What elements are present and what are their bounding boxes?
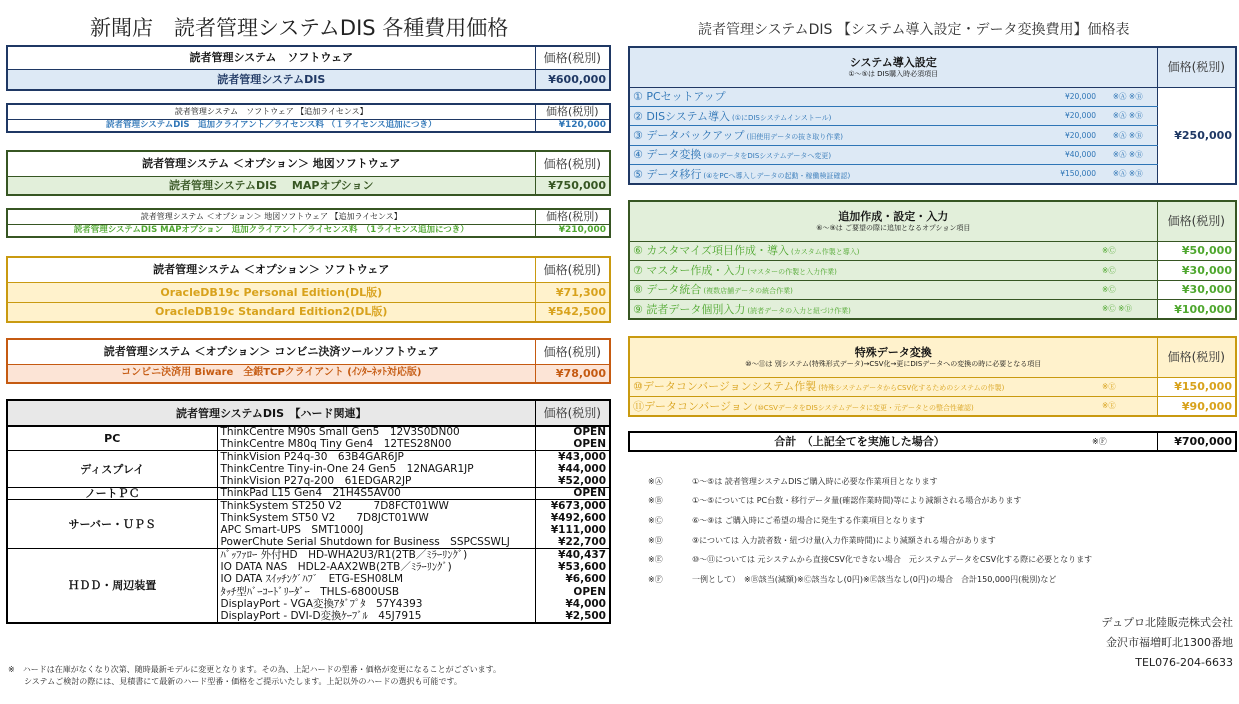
note-text: ⑥～⑨は ご購入時にご希望の場合に発生する作業項目となります xyxy=(692,515,925,525)
box-special xyxy=(628,336,1237,417)
price-header: 価格(税別) xyxy=(535,339,610,364)
note-key: ※Ⓕ xyxy=(648,574,663,584)
hardware-name: ThinkCentre M80q Tiny Gen4 12TES28N00 xyxy=(217,438,535,450)
option-price: ¥150,000 xyxy=(1157,377,1236,397)
option-item-desc: (⑩CSVデータをDISシステムデータに変更・元データとの整合性確認) xyxy=(754,403,974,412)
option-item-name: ⑦ マスター作成・入力 xyxy=(633,263,746,277)
company-tel: TEL076-204-6633 xyxy=(1135,656,1233,669)
item-price: ¥600,000 xyxy=(548,72,606,86)
setup-row xyxy=(629,126,1236,145)
option-item-name: ⑩データコンバージョンシステム作製 xyxy=(633,380,817,394)
price-header: 価格(税別) xyxy=(535,400,610,426)
option-item xyxy=(629,280,1099,300)
setup-item-name: ⑤ データ移行 xyxy=(633,167,702,181)
box-convenience xyxy=(6,338,611,384)
setup-row xyxy=(629,106,1236,125)
note-key: ※Ⓑ xyxy=(648,496,663,506)
option-mark: ※Ⓒ ※Ⓓ xyxy=(1099,300,1157,320)
option-item xyxy=(629,261,1099,281)
company-name: デュプロ北陸販売株式会社 xyxy=(1101,616,1233,629)
note-row xyxy=(648,472,1238,492)
box-additional xyxy=(628,200,1237,320)
item-price: ¥750,000 xyxy=(548,178,606,192)
hardware-price: ¥2,500 xyxy=(535,610,610,622)
hardware-price: ¥492,600 xyxy=(550,512,606,524)
note-text: ①～⑤は 読者管理システムDISご購入時に必要な作業項目となります xyxy=(692,476,938,486)
option-price: ¥30,000 xyxy=(1157,261,1236,281)
setup-item-name: ③ データバックアップ xyxy=(633,128,745,142)
note-text: ⑩～⑪については 元システムから直接CSV化できない場合 元システムデータをCSV化する際に必要となります xyxy=(692,555,1093,565)
note-text: ①～⑤については PC台数・移行データ量(確認作業時間)等により減額される場合があります xyxy=(692,496,1022,506)
hardware-row xyxy=(7,500,610,512)
box-title: 読者管理システム ソフトウェア 【追加ライセンス】 xyxy=(7,104,535,119)
setup-item xyxy=(629,126,1039,145)
hardware-row xyxy=(7,549,610,561)
price-header: 価格(税別) xyxy=(535,257,610,282)
hardware-name: ThinkCentre M90s Small Gen5 12V3S0DN00 xyxy=(217,426,535,438)
setup-mark: ※Ⓐ ※Ⓑ xyxy=(1099,87,1157,106)
hardware-row xyxy=(7,426,610,438)
footnote xyxy=(8,664,501,688)
option-price: ¥100,000 xyxy=(1174,302,1232,316)
setup-amount: ¥20,000 xyxy=(1039,106,1099,125)
price-header: 価格(税別) xyxy=(1157,201,1236,241)
note-key: ※Ⓒ xyxy=(648,515,663,525)
option-item-desc: (複数店舗データの統合作業) xyxy=(703,287,793,296)
note-text: 一例として） ※Ⓑ該当(減額)※Ⓒ該当なし(0円)※Ⓔ該当なし(0円)の場合 合計150,000円(税別)など xyxy=(692,574,1057,584)
box-title: 読者管理システム ＜オプション＞ 地図ソフトウェア 【追加ライセンス】 xyxy=(7,209,535,224)
item-price: ¥542,500 xyxy=(548,305,606,319)
item-price: ¥210,000 xyxy=(558,224,606,235)
left-title: 新聞店 読者管理システムDIS 各種費用価格 xyxy=(90,16,509,40)
hardware-name: ﾊﾞｯﾌｧﾛｰ 外付HD HD-WHA2U3/R1(2TB／ﾐﾗｰﾘﾝｸﾞ) xyxy=(217,549,535,561)
setup-item xyxy=(629,106,1039,125)
hardware-name: ThinkVision P27q-200 61EDGAR2JP xyxy=(217,475,535,487)
option-price: ¥50,000 xyxy=(1157,241,1236,261)
hardware-category: ノートＰＣ xyxy=(7,487,217,499)
hardware-price: ¥22,700 xyxy=(535,537,610,549)
note-key: ※Ⓐ xyxy=(648,476,663,486)
box-title: 読者管理システムDIS 【ハード関連】 xyxy=(7,400,535,426)
special-row xyxy=(629,397,1236,417)
box-software xyxy=(6,45,611,91)
hardware-price: OPEN xyxy=(535,487,610,499)
hardware-name: DisplayPort - DVI-D変換ｹｰﾌﾞﾙ 45J7915 xyxy=(217,610,535,622)
note-row xyxy=(648,550,1238,570)
hardware-name: ThinkCentre Tiny-in-One 24 Gen5 12NAGAR1JP xyxy=(217,463,535,475)
note-key: ※Ⓓ xyxy=(648,535,663,545)
hardware-name: DisplayPort - VGA変換ｱﾀﾞﾌﾟﾀ 57Y4393 xyxy=(217,598,535,610)
setup-item-desc: (③のデータをDISシステムデータへ変更) xyxy=(703,152,832,161)
additional-row xyxy=(629,300,1236,320)
setup-mark: ※Ⓐ ※Ⓑ xyxy=(1099,145,1157,164)
setup-row xyxy=(629,87,1236,106)
section-subtitle: ⑥～⑨は ご要望の際に追加となるオプション項目 xyxy=(816,223,971,232)
hardware-name: ThinkSystem ST250 V2 7D8FCT01WW xyxy=(217,500,535,512)
hardware-price: ¥4,000 xyxy=(565,598,606,611)
total-mark: ※Ⓕ xyxy=(1089,432,1157,451)
hardware-name: ThinkVision P24q-30 63B4GAR6JP xyxy=(217,451,535,463)
hardware-category: ディスプレイ xyxy=(7,451,217,488)
option-price: ¥30,000 xyxy=(1157,280,1236,300)
option-item xyxy=(629,377,1099,397)
price-header: 価格(税別) xyxy=(535,209,610,224)
note-text: ⑨については 入力読者数・紐づけ量(入力作業時間)により減額される場合があります xyxy=(692,535,996,545)
price-header: 価格(税別) xyxy=(535,104,610,119)
additional-row xyxy=(629,261,1236,281)
hardware-name: PowerChute Serial Shutdown for Business SSPCSSWLJ xyxy=(217,537,535,549)
hardware-name: APC Smart-UPS SMT1000J xyxy=(217,524,535,536)
section-title: システム導入設定 xyxy=(849,55,937,69)
hardware-name: IO DATA ｽｲｯﾁﾝｸﾞﾊﾌﾞ ETG-ESH08LM xyxy=(217,574,535,586)
hardware-category: サーバー・ＵＰＳ xyxy=(7,500,217,549)
box-total xyxy=(628,431,1237,452)
hardware-price: ¥53,600 xyxy=(558,561,606,574)
option-mark: ※Ⓔ xyxy=(1099,397,1157,417)
option-item-name: ⑥ カスタマイズ項目作成・導入 xyxy=(633,244,790,258)
hardware-name: IO DATA NAS HDL2-AAX2WB(2TB／ﾐﾗｰﾘﾝｸﾞ) xyxy=(217,561,535,573)
option-item-desc: (読者データの入力と紐づけ作業) xyxy=(747,306,851,315)
box-map xyxy=(6,150,611,196)
option-item-name: ⑪データコンバージョン xyxy=(633,399,753,413)
price-header: 価格(税別) xyxy=(535,46,610,69)
option-mark: ※Ⓔ xyxy=(1099,377,1157,397)
hardware-price: ¥111,000 xyxy=(550,524,606,537)
box-hardware xyxy=(6,399,611,624)
item-price: ¥120,000 xyxy=(558,119,606,130)
box-software-license xyxy=(6,103,611,133)
setup-item-name: ② DISシステム導入 xyxy=(633,109,730,123)
box-map-license xyxy=(6,208,611,238)
option-item-name: ⑧ データ統合 xyxy=(633,283,702,297)
option-mark: ※Ⓒ xyxy=(1099,241,1157,261)
option-item xyxy=(629,241,1099,261)
footnote-line: システムご検討の際には、見積書にて最新のハード型番・価格をご提示いたします。上記以外のハードの選択も可能です。 xyxy=(8,677,462,686)
setup-row xyxy=(629,165,1236,184)
option-item xyxy=(629,300,1099,320)
box-title: 読者管理システム ソフトウェア xyxy=(7,46,535,69)
company-info xyxy=(1101,613,1233,673)
setup-item-desc: (旧使用データの抜き取り作業) xyxy=(746,132,843,141)
setup-item-name: ④ データ変換 xyxy=(633,148,702,162)
setup-item-name: ① PCセットアップ xyxy=(633,90,726,104)
hardware-price: ¥43,000 xyxy=(558,450,606,463)
item-name: 読者管理システムDIS xyxy=(7,69,535,90)
note-row xyxy=(648,511,1238,531)
item-name: コンビニ決済用 Biware 全銀TCPクライアント (ｲﾝﾀｰﾈｯﾄ対応版) xyxy=(7,364,535,383)
setup-amount: ¥20,000 xyxy=(1039,87,1099,106)
hardware-price: ¥52,000 xyxy=(535,475,610,487)
hardware-name: ThinkSystem ST50 V2 7D8JCT01WW xyxy=(217,512,535,524)
hardware-price: OPEN xyxy=(535,438,610,450)
additional-row xyxy=(629,280,1236,300)
box-title: 読者管理システム ＜オプション＞ 地図ソフトウェア xyxy=(7,151,535,176)
option-price: ¥90,000 xyxy=(1181,399,1232,413)
box-oracle xyxy=(6,256,611,323)
hardware-price: ¥40,437 xyxy=(558,549,606,562)
note-row xyxy=(648,531,1238,551)
option-item xyxy=(629,397,1099,417)
hardware-price: ¥673,000 xyxy=(550,499,606,512)
setup-row xyxy=(629,145,1236,164)
company-address: 金沢市福増町北1300番地 xyxy=(1106,636,1233,649)
section-subtitle: ①～⑤は DIS購入時必須項目 xyxy=(848,69,939,78)
setup-mark: ※Ⓐ ※Ⓑ xyxy=(1099,106,1157,125)
notes xyxy=(648,472,1238,590)
option-item-desc: (特殊システムデータからCSV化するためのシステムの作製) xyxy=(818,384,1005,393)
option-mark: ※Ⓒ xyxy=(1099,280,1157,300)
option-item-desc: (カスタム作製と導入) xyxy=(791,248,860,257)
total-price: ¥700,000 xyxy=(1174,435,1232,448)
hardware-category: PC xyxy=(7,426,217,451)
item-price: ¥71,300 xyxy=(535,282,610,302)
price-header: 価格(税別) xyxy=(535,151,610,176)
section-title: 特殊データ変換 xyxy=(854,345,932,359)
option-item-name: ⑨ 読者データ個別入力 xyxy=(633,302,746,316)
setup-amount: ¥150,000 xyxy=(1060,169,1096,179)
box-setup xyxy=(628,46,1237,185)
setup-item xyxy=(629,87,1039,106)
option-mark: ※Ⓒ xyxy=(1099,261,1157,281)
hardware-row xyxy=(7,487,610,499)
setup-item-desc: (①にDISシステムインストール) xyxy=(731,113,832,122)
additional-row xyxy=(629,241,1236,261)
hardware-price: OPEN xyxy=(573,585,606,598)
setup-item-desc: (④をPCへ導入しデータの起動・稼働検証確認) xyxy=(703,171,851,180)
hardware-price: ¥6,600 xyxy=(565,573,606,586)
item-name: 読者管理システムDIS MAPオプション xyxy=(7,176,535,195)
note-key: ※Ⓔ xyxy=(648,555,663,565)
setup-total-price: ¥250,000 xyxy=(1157,87,1236,184)
note-row xyxy=(648,570,1238,590)
hardware-category: ＨＤＤ・周辺装置 xyxy=(7,549,217,623)
setup-amount: ¥20,000 xyxy=(1039,126,1099,145)
section-subtitle: ⑩～⑪は 別システム(特殊形式データ)→CSV化→更にDISデータへの変換の時に必要となる項目 xyxy=(745,359,1042,368)
price-header: 価格(税別) xyxy=(1157,47,1236,87)
item-name: 読者管理システムDIS 追加クライアント／ライセンス料 （１ライセンス追加につき） xyxy=(7,119,535,132)
section-title: 追加作成・設定・入力 xyxy=(838,209,949,223)
item-name: 読者管理システムDIS MAPオプション 追加クライアント／ライセンス料 （1ライセンス追加につき） xyxy=(7,224,535,237)
hardware-price: ¥44,000 xyxy=(558,462,606,475)
total-label: 合計 （上記全てを実施した場合） xyxy=(774,435,945,448)
item-price: ¥78,000 xyxy=(555,366,606,380)
special-row xyxy=(629,377,1236,397)
setup-item xyxy=(629,165,1039,184)
box-title: 読者管理システム ＜オプション＞ コンビニ決済ツールソフトウェア xyxy=(7,339,535,364)
note-row xyxy=(648,492,1238,512)
hardware-name: ﾀｯﾁ型ﾊﾞｰｺｰﾄﾞﾘｰﾀﾞｰ THLS-6800USB xyxy=(217,586,535,598)
item-name: OracleDB19c Standard Edition2(DL版) xyxy=(7,302,535,322)
setup-mark: ※Ⓐ ※Ⓑ xyxy=(1099,126,1157,145)
item-name: OracleDB19c Personal Edition(DL版) xyxy=(7,282,535,302)
hardware-name: ThinkPad L15 Gen4 21H4S5AV00 xyxy=(217,487,535,499)
setup-amount: ¥40,000 xyxy=(1039,145,1099,164)
footnote-line: ※ ハードは在庫がなくなり次第、随時最新モデルに変更となります。その為、上記ハードの型番・価格が変更になることがございます。 xyxy=(8,665,502,674)
right-title: 読者管理システムDIS 【システム導入設定・データ変換費用】価格表 xyxy=(698,22,1130,38)
price-header: 価格(税別) xyxy=(1157,337,1236,377)
hardware-row xyxy=(7,451,610,463)
setup-mark: ※Ⓐ ※Ⓑ xyxy=(1099,165,1157,184)
option-item-desc: (マスターの作製と入力作業) xyxy=(747,267,837,276)
box-title: 読者管理システム ＜オプション＞ ソフトウェア xyxy=(7,257,535,282)
hardware-price: OPEN xyxy=(573,426,606,439)
setup-item xyxy=(629,145,1039,164)
